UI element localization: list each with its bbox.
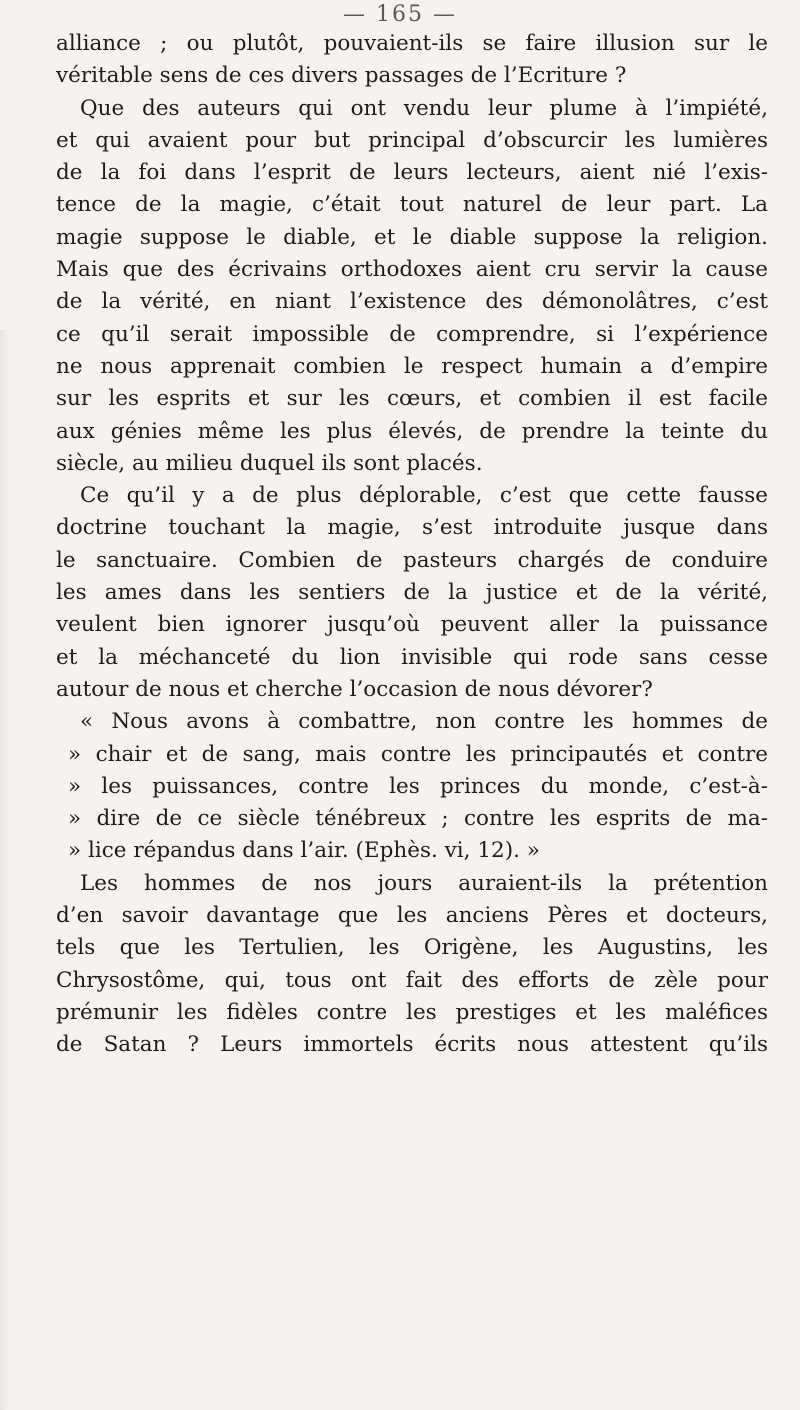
text-line: tels que les Tertulien, les Origène, les Augustins, les [56, 935, 768, 961]
text-line: ne nous apprenait combien le respect humain a d’empire [56, 353, 768, 379]
page-number-header: — 165 — [343, 2, 457, 27]
text-line: les ames dans les sentiers de la justice et de la vérité, [56, 580, 768, 606]
text-line: alliance ; ou plutôt, pouvaient-ils se faire illusion sur le [56, 31, 768, 56]
text-line: de la vérité, en niant l’existence des démonolâtres, c’est [56, 289, 768, 315]
text-line: doctrine touchant la magie, s’est introduite jusque dans [56, 515, 768, 541]
text-line: et la méchanceté du lion invisible qui rode sans cesse [56, 644, 768, 670]
page-edge-shadow [0, 330, 10, 1410]
paragraph-start-line: Les hommes de nos jours auraient-ils la prétention [80, 870, 768, 896]
quotation-line: » lice répandus dans l’air. (Ephès. vi, 12). » [68, 838, 540, 864]
text-line: Mais que des écrivains orthodoxes aient cru servir la cause [56, 257, 768, 283]
text-line: de Satan ? Leurs immortels écrits nous attestent qu’ils [56, 1032, 768, 1058]
text-line: ce qu’il serait impossible de comprendre, si l’expérience [56, 321, 768, 347]
text-line: aux génies même les plus élevés, de prendre la teinte du [56, 418, 768, 444]
quotation-line: » les puissances, contre les princes du monde, c’est-à- [68, 773, 768, 799]
body-text [56, 28, 768, 1062]
text-line: de la foi dans l’esprit de leurs lecteurs, aient nié l’exis- [56, 160, 768, 186]
text-line: Chrysostôme, qui, tous ont fait des efforts de zèle pour [56, 967, 768, 993]
paragraph-start-line: Que des auteurs qui ont vendu leur plume à l’impiété, [80, 95, 768, 121]
text-line: véritable sens de ces divers passages de l’Ecriture ? [56, 63, 627, 89]
text-line: siècle, au milieu duquel ils sont placés. [56, 450, 483, 476]
text-line: le sanctuaire. Combien de pasteurs chargés de conduire [56, 547, 768, 573]
text-line: tence de la magie, c’était tout naturel de leur part. La [56, 192, 768, 218]
quotation-line: » chair et de sang, mais contre les principautés et contre [68, 741, 768, 767]
quotation-line: » dire de ce siècle ténébreux ; contre les esprits de ma- [68, 806, 768, 832]
text-line: d’en savoir davantage que les anciens Pères et docteurs, [56, 903, 768, 929]
text-line: magie suppose le diable, et le diable suppose la religion. [56, 224, 768, 250]
text-line: autour de nous et cherche l’occasion de nous dévorer? [56, 676, 653, 702]
text-line: et qui avaient pour but principal d’obscurcir les lumières [56, 127, 768, 153]
text-line: sur les esprits et sur les cœurs, et combien il est facile [56, 386, 768, 412]
text-line: prémunir les fidèles contre les prestiges et les maléfices [56, 999, 768, 1025]
text-line: veulent bien ignorer jusqu’où peuvent aller la puissance [56, 612, 768, 638]
quotation-line: « Nous avons à combattre, non contre les hommes de [80, 709, 768, 735]
paragraph-start-line: Ce qu’il y a de plus déplorable, c’est que cette fausse [80, 483, 768, 509]
